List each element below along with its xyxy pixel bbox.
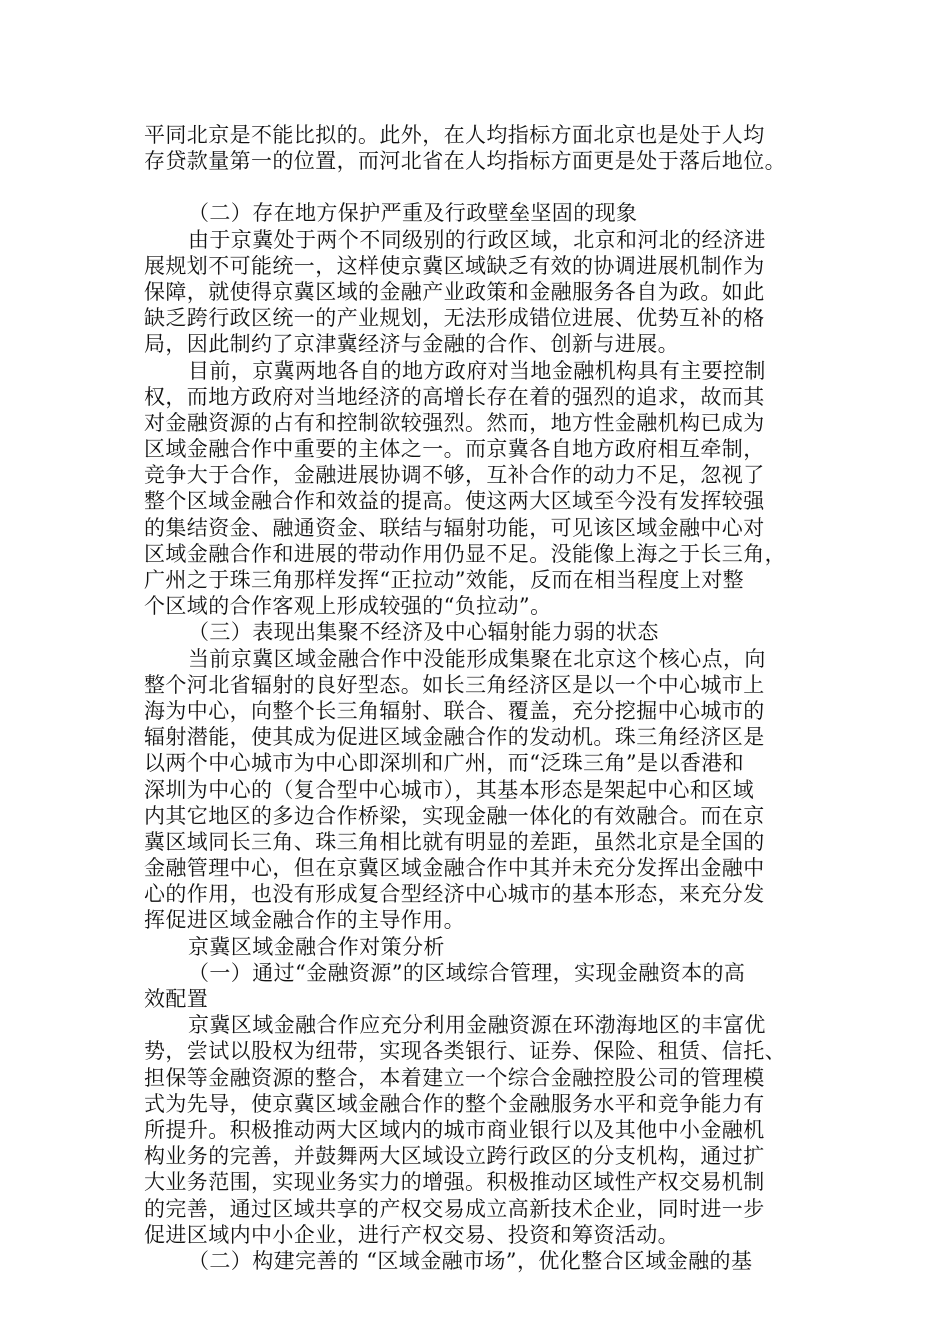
text-line: 心的作用，也没有形成复合型经济中心城市的基本形态，来充分发: [144, 882, 765, 907]
text-line: 存贷款量第一的位置，而河北省在人均指标方面更是处于落后地位。: [144, 149, 786, 174]
paragraph-first-line: （一）通过“金融资源”的区域综合管理，实现金融资本的高: [188, 960, 746, 985]
text-line: 海为中心，向整个长三角辐射、联合、覆盖，充分挖掘中心城市的: [144, 698, 765, 723]
text-line: 所提升。积极推动两大区域内的城市商业银行以及其他中小金融机: [144, 1117, 765, 1142]
text-line: 的完善，通过区域共享的产权交易成立高新技术企业，同时进一步: [144, 1196, 765, 1221]
text-line: 辐射潜能，使其成为促进区域金融合作的发动机。珠三角经济区是: [144, 725, 765, 750]
text-line: 势，尝试以股权为纽带，实现各类银行、证券、保险、租赁、信托、: [144, 1039, 786, 1064]
text-line: 个区域的合作客观上形成较强的“负拉动”。: [144, 594, 552, 619]
text-line: 竞争大于合作，金融进展协调不够，互补合作的动力不足，忽视了: [144, 463, 765, 488]
text-line: 广州之于珠三角那样发挥“正拉动”效能，反而在相当程度上对整: [144, 568, 745, 592]
text-line: 担保等金融资源的整合，本着建立一个综合金融控股公司的管理模: [144, 1065, 765, 1090]
paragraph-first-line: （二）构建完善的 “区域金融市场”，优化整合区域金融的基: [188, 1248, 753, 1273]
text-line: 整个河北省辐射的良好型态。如长三角经济区是以一个中心城市上: [144, 672, 765, 697]
document-body: [144, 122, 814, 1274]
text-line: 对金融资源的占有和控制欲较强烈。然而，地方性金融机构已成为: [144, 410, 765, 435]
paragraph-first-line: 京冀区域金融合作对策分析: [188, 934, 445, 959]
text-line: 保障，就使得京冀区域的金融产业政策和金融服务各自为政。如此: [144, 279, 765, 304]
text-line: 深圳为中心的（复合型中心城市），其基本形态是架起中心和区域: [144, 777, 755, 802]
paragraph-first-line: 目前，京冀两地各自的地方政府对当地金融机构具有主要控制: [188, 358, 766, 383]
text-line: 展规划不可能统一，这样使京冀区域缺乏有效的协调进展机制作为: [144, 253, 765, 278]
paragraph-first-line: 由于京冀处于两个不同级别的行政区域，北京和河北的经济进: [188, 227, 766, 252]
text-line: 以两个中心城市为中心即深圳和广州，而“泛珠三角”是以香港和: [144, 751, 745, 776]
text-line: 缺乏跨行政区统一的产业规划，无法形成错位进展、优势互补的格: [144, 306, 765, 331]
text-line: 构业务的完善，并鼓舞两大区域设立跨行政区的分支机构，通过扩: [144, 1144, 765, 1169]
text-line: 的集结资金、融通资金、联结与辐射功能，可见该区域金融中心对: [144, 515, 765, 540]
paragraph-first-line: 当前京冀区域金融合作中没能形成集聚在北京这个核心点，向: [188, 646, 766, 671]
text-line: 效配置: [144, 987, 209, 1011]
text-line: 式为先导，使京冀区域金融合作的整个金融服务水平和竞争能力有: [144, 1091, 765, 1116]
text-line: 金融管理中心，但在京冀区域金融合作中其并未充分发挥出金融中: [144, 856, 765, 881]
paragraph-first-line: 京冀区域金融合作应充分利用金融资源在环渤海地区的丰富优: [188, 1013, 766, 1038]
text-line: 平同北京是不能比拟的。此外，在人均指标方面北京也是处于人均: [144, 123, 765, 147]
text-line: 挥促进区域金融合作的主导作用。: [144, 908, 465, 933]
text-line: 冀区域同长三角、珠三角相比就有明显的差距，虽然北京是全国的: [144, 829, 765, 854]
paragraph-first-line: （三）表现出集聚不经济及中心辐射能力弱的状态: [188, 620, 659, 645]
text-line: 权，而地方政府对当地经济的高增长存在着的强烈的追求，故而其: [144, 384, 765, 409]
text-line: 内其它地区的多边合作桥梁，实现金融一体化的有效融合。而在京: [144, 803, 765, 828]
text-line: 大业务范围，实现业务实力的增强。积极推动区域性产权交易机制: [144, 1170, 765, 1195]
text-line: 局，因此制约了京津冀经济与金融的合作、创新与进展。: [144, 332, 679, 357]
text-line: 整个区域金融合作和效益的提高。使这两大区域至今没有发挥较强: [144, 489, 765, 514]
text-line: 区域金融合作中重要的主体之一。而京冀各自地方政府相互牵制，: [144, 437, 765, 462]
text-line: 促进区域内中小企业，进行产权交易、投资和筹资活动。: [144, 1222, 679, 1247]
paragraph-spacer: [144, 174, 814, 200]
text-line: 区域金融合作和进展的带动作用仍显不足。没能像上海之于长三角，: [144, 541, 786, 566]
paragraph-first-line: （二）存在地方保护严重及行政壁垒坚固的现象: [188, 201, 638, 226]
